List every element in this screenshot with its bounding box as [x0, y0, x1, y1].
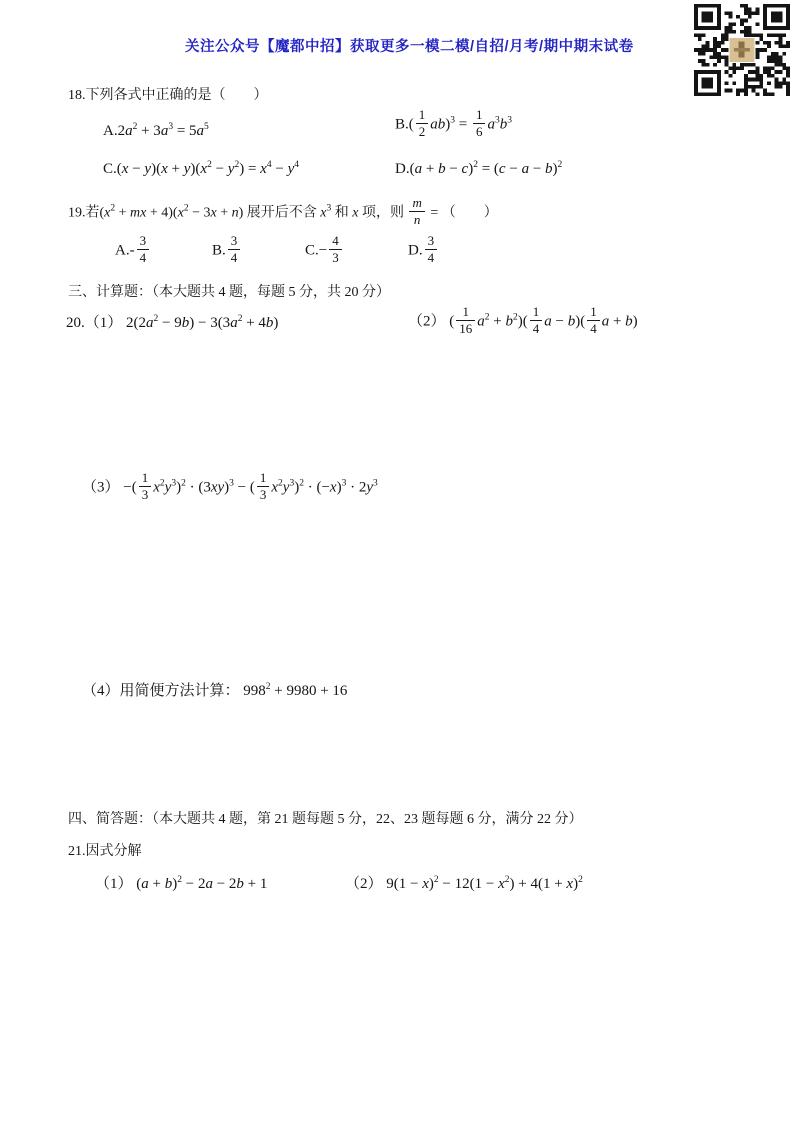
q19-stem: 19.若($x^2$ + mx + $4)(x^2 - 3x + n)$ 展开后不含 $x^3$ 和 x 项，则 $\frac{m}{n}$ = （ ）	[68, 195, 498, 227]
promo-banner-text: 关注公众号【魔都中招】获取更多一模二模/自招/月考/期中期末试卷	[185, 39, 634, 55]
q20-part-4: （4）用简便方法计算： $998^2 + 9980 + 16$	[82, 682, 348, 699]
section-4-title: 四、简答题：（本大题共 4 题，第 21 题每题 5 分，22、23 题每题 6 分，满分 22 分）	[68, 812, 583, 827]
q18-stem: 18.下列各式中正确的是（ ）	[68, 88, 268, 103]
q19-option-a: A.- $\frac{3}{4}$	[115, 236, 151, 266]
q19-option-c: C.− $\frac{4}{3}$	[305, 236, 344, 266]
q19-option-d: D. $\frac{3}{4}$	[408, 236, 439, 266]
q21-part-1: （1） $(a + b)^2 - 2a - 2b + 1$	[95, 875, 268, 892]
q18-option-c: $C.(x - y)(x + y)(x^2 - y^2) = x^4 - y^4$	[103, 160, 299, 177]
q20-part-1: 20.（1） $2(2a^2 - 9b) - 3(3a^2 + 4b)$	[66, 314, 279, 331]
q20-part-3: （3） −( $\frac{1}{3}$ $x^2y^3)^2 \cdot (3xy)^3$ − ( $\frac{1}{3}$ $x^2y^3)^2 \cdot (-x)^3 \cdot 2y^3$	[82, 470, 378, 502]
qr-code-icon	[694, 4, 790, 96]
q18-option-d: $D.(a + b - c)^2 = (c - a - b)^2$	[395, 160, 563, 177]
q21-title: 21.因式分解	[68, 844, 142, 859]
q19-option-b: B. $\frac{3}{4}$	[212, 236, 242, 266]
q21-part-2: （2） $9(1 - x)^2 - 12(1 - x^2) + 4(1 + x)^2$	[345, 875, 583, 892]
q18-option-a: $A.2a^2 + 3a^3 = 5a^5$	[103, 122, 209, 139]
q20-part-2: （2） ( $\frac{1}{16}$ $a^2 + b^2$)( $\frac{1}{4}$ a − b)( $\frac{1}{4}$ a + b)	[408, 304, 638, 336]
section-3-title: 三、计算题：（本大题共 4 题，每题 5 分，共 20 分）	[68, 285, 390, 300]
q18-option-b: B.( $\frac{1}{2}$ ab)$^3$ = $\frac{1}{6}$ $a^3b^3$	[395, 107, 512, 139]
